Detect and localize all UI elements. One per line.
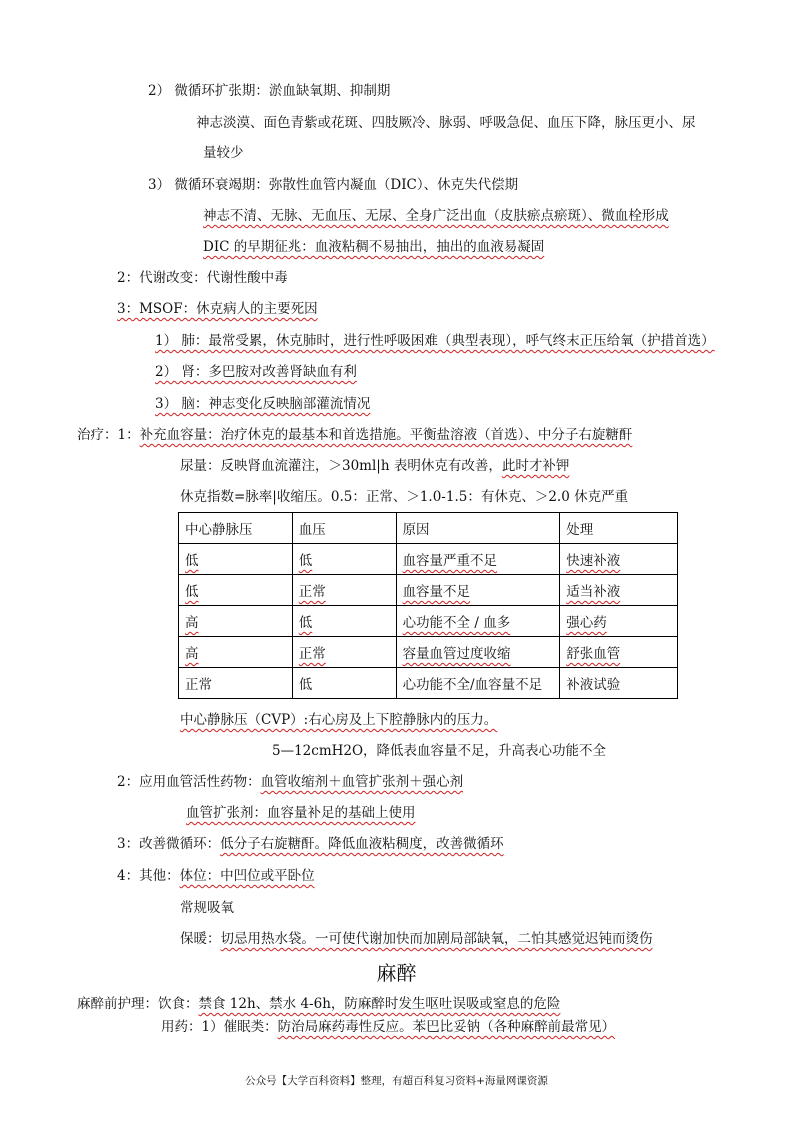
table-cell: 补液试验 [560,668,678,699]
table-cell-text: 正常 [298,646,326,662]
table-cell [179,575,293,606]
table-cell-text: 血容量不足 [402,584,471,600]
vasoactive-drugs [117,772,463,792]
metabolic-change: 2：代谢改变：代谢性酸中毒 [117,270,288,286]
table-cell [179,544,293,575]
page-footer: 公众号【大学百科资料】整理，有超百科复习资料+海量网课资源 [245,1075,548,1087]
table-cell-text: 心功能不全 / 血多 [402,615,511,631]
table-cell-text: 强心药 [566,615,607,631]
position-text: 体位：中凹位或平卧位 [179,868,315,884]
table-row [179,575,678,606]
table-cell [560,575,678,606]
table-cell: 正常 [179,668,293,699]
table-cell [560,637,678,668]
table-header-cell: 处理 [560,513,678,544]
other-label: 4：其他： [117,868,180,884]
table-cell [292,544,396,575]
table-cell [560,606,678,637]
treatment-label: 治疗：1： [77,427,140,443]
table-cell-text: 低 [298,615,313,631]
table-header-row [179,513,678,544]
potassium-note: 此时才补钾 [501,458,570,474]
treatment-volume-text: 补充血容量：治疗休克的最基本和首选措施。平衡盐溶液（首选）、中分子右旋糖酐 [139,427,633,443]
cvp-table [178,512,678,699]
msof-heading-text: 3：MSOF：休克病人的主要死因 [117,301,318,317]
msof-kidney [155,362,357,382]
table-cell-text: 高 [185,615,199,631]
table-cell-text: 快速补液 [566,553,621,569]
table-cell [396,606,560,637]
table-cell [396,637,560,668]
table-cell-text: 正常 [298,584,326,600]
stage-2-symptoms-cont: 量较少 [203,145,244,161]
stage-3-heading: 3） 微循环衰竭期：弥散性血管内凝血（DIC）、休克失代偿期 [148,177,519,193]
preop-medication-label: 用药：1）催眠类： [161,1019,278,1035]
stage-2-symptoms: 神志淡漠、面色青紫或花斑、四肢厥冷、脉弱、呼吸急促、血压下降，脉压更小、尿 [196,115,696,131]
preop-diet-label: 麻醉前护理：饮食： [77,996,199,1012]
shock-index: 休克指数=脉率|收缩压。0.5：正常、＞1.0-1.5：有休克、＞2.0 休克严重 [180,489,629,505]
table-cell: 低 [292,668,396,699]
cvp-range: 5—12cmH2O，降低表血容量不足，升高表心功能不全 [272,743,607,759]
table-header-cell: 中心静脉压 [179,513,293,544]
msof-lung-text: 1） 肺：最常受累，休克肺时，进行性呼吸困难（典型表现），呼气终末正压给氧（护措首选） [155,333,715,349]
preop-diet [77,994,560,1014]
table-row [179,544,678,575]
treatment-volume [77,425,632,445]
stage-3-symptoms-text: 神志不清、无脉、无血压、无尿、全身广泛出血（皮肤瘀点瘀斑）、微血栓形成 [203,208,669,224]
table-cell: 心功能不全/血容量不足 [396,668,560,699]
msof-lung [155,331,715,351]
table-cell-text: 血容量严重不足 [402,553,498,569]
vasodilator-note-text: 血管扩张剂：血容量补足的基础上使用 [186,805,416,821]
dic-early-sign [203,237,544,257]
vasoactive-text: 血管收缩剂＋血管扩张剂＋强心剂 [260,774,464,790]
table-cell [396,544,560,575]
table-header-cell: 原因 [396,513,560,544]
table-row [179,606,678,637]
table-cell [560,544,678,575]
other-position [117,866,315,886]
urine-output-text: 尿量：反映肾血流灌注，＞30ml|h 表明休克有改善， [180,458,502,474]
vasoactive-label: 2：应用血管活性药物： [117,774,261,790]
table-cell-text: 低 [298,553,313,569]
table-row [179,668,678,699]
table-cell-text: 容量血管过度收缩 [402,646,511,662]
table-cell-text: 低 [185,553,199,569]
microcirculation-label: 3：改善微循环： [117,836,221,852]
msof-brain [155,394,370,414]
table-cell [292,575,396,606]
keep-warm-label: 保暖： [180,931,221,947]
table-cell [292,606,396,637]
table-cell [179,606,293,637]
msof-brain-text: 3） 脑：神志变化反映脑部灌流情况 [155,396,371,412]
oxygen-note: 常规吸氧 [180,900,234,916]
microcirculation [117,834,504,854]
msof-kidney-text: 2） 肾：多巴胺对改善肾缺血有利 [155,364,357,380]
keep-warm-text: 切忌用热水袋。一可使代谢加快而加剧局部缺氧，二怕其感觉迟钝而烫伤 [220,931,653,947]
table-header-cell: 血压 [292,513,396,544]
table-cell-text: 舒张血管 [566,646,621,662]
table-cell [179,637,293,668]
table-cell [292,637,396,668]
msof-heading [117,299,318,319]
preop-diet-text: 禁食 12h、禁水 4-6h，防麻醉时发生呕吐误吸或窒息的危险 [198,996,561,1012]
keep-warm [180,929,653,949]
vasodilator-note [186,803,416,823]
preop-medication-text: 防治局麻药毒性反应。苯巴比妥钠（各种麻醉前最常见） [277,1019,616,1035]
table-cell-text: 高 [185,646,199,662]
table-row [179,637,678,668]
table-cell-text: 适当补液 [566,584,621,600]
table-cell-text: 低 [185,584,199,600]
dic-early-sign-text: DIC 的早期征兆：血液粘稠不易抽出，抽出的血液易凝固 [203,239,545,255]
microcirculation-text: 低分子右旋糖酐。降低血液粘稠度，改善微循环 [220,836,504,852]
preop-medication [161,1017,615,1037]
table-cell [396,575,560,606]
cvp-definition-text: 中心静脉压（CVP）:右心房及上下腔静脉内的压力。 [180,712,498,728]
stage-3-symptoms [203,206,669,226]
urine-output [180,456,569,476]
cvp-definition [180,710,497,730]
stage-2-heading: 2） 微循环扩张期：淤血缺氧期、抑制期 [148,83,391,99]
section-title-anesthesia: 麻醉 [376,961,417,985]
